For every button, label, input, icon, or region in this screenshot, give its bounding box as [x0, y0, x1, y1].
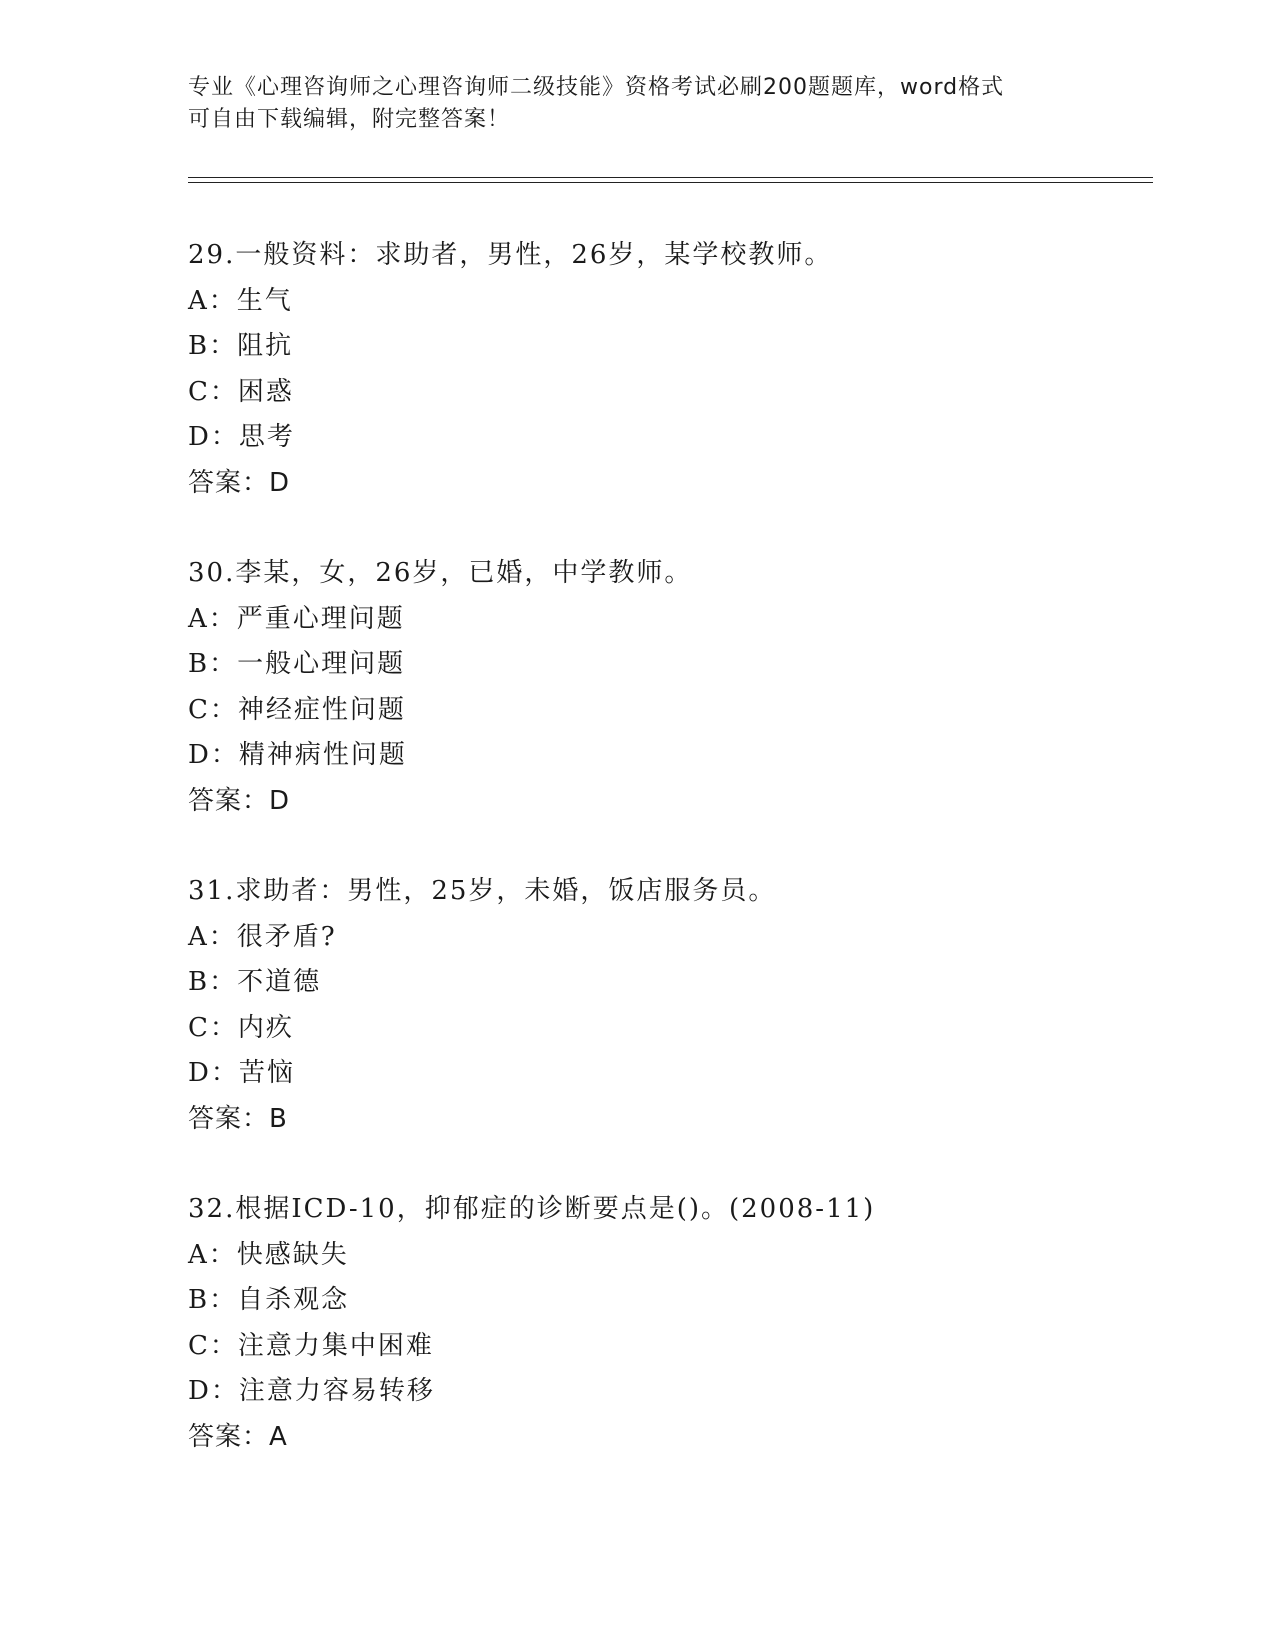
- option-d: D：注意力容易转移: [188, 1376, 435, 1406]
- question-31: [188, 869, 1153, 1187]
- option-b: B：自杀观念: [188, 1285, 350, 1315]
- question-29: [188, 233, 1153, 551]
- question-stem: 32.根据ICD-10，抑郁症的诊断要点是()。(2008-11): [188, 1194, 876, 1224]
- option-a: A：很矛盾?: [188, 921, 337, 952]
- option-c: C：困惑: [188, 376, 294, 407]
- question-stem: 31.求助者：男性，25岁，未婚，饭店服务员。: [188, 876, 777, 906]
- header-divider-top: [188, 177, 1153, 178]
- question-32: [188, 1187, 1153, 1505]
- option-a: A：快感缺失: [188, 1239, 349, 1270]
- option-d: D：精神病性问题: [188, 740, 407, 770]
- question-30: [188, 551, 1153, 869]
- option-c: C：神经症性问题: [188, 694, 406, 725]
- answer-line: 答案：B: [188, 1103, 288, 1134]
- question-list: [188, 233, 1153, 1505]
- option-b: B：不道德: [188, 967, 322, 997]
- answer-line: 答案：A: [188, 1421, 288, 1452]
- option-b: B：阻抗: [188, 331, 294, 361]
- header-divider-bottom: [188, 182, 1153, 183]
- answer-line: 答案：D: [188, 785, 291, 816]
- question-stem: 29.一般资料：求助者，男性，26岁，某学校教师。: [188, 240, 833, 270]
- option-a: A：生气: [188, 285, 293, 316]
- answer-line: 答案：D: [188, 467, 291, 498]
- option-a: A：严重心理问题: [188, 603, 405, 634]
- option-d: D：苦恼: [188, 1058, 295, 1088]
- option-d: D：思考: [188, 422, 295, 452]
- option-c: C：内疚: [188, 1012, 294, 1043]
- header-line-1: 专业《心理咨询师之心理咨询师二级技能》资格考试必刷200题题库，word格式: [188, 75, 1005, 100]
- option-c: C：注意力集中困难: [188, 1330, 434, 1361]
- question-stem: 30.李某，女，26岁，已婚，中学教师。: [188, 558, 693, 588]
- option-b: B：一般心理问题: [188, 649, 406, 679]
- header-line-2: 可自由下载编辑，附完整答案！: [188, 107, 511, 132]
- document-header: [188, 72, 1088, 136]
